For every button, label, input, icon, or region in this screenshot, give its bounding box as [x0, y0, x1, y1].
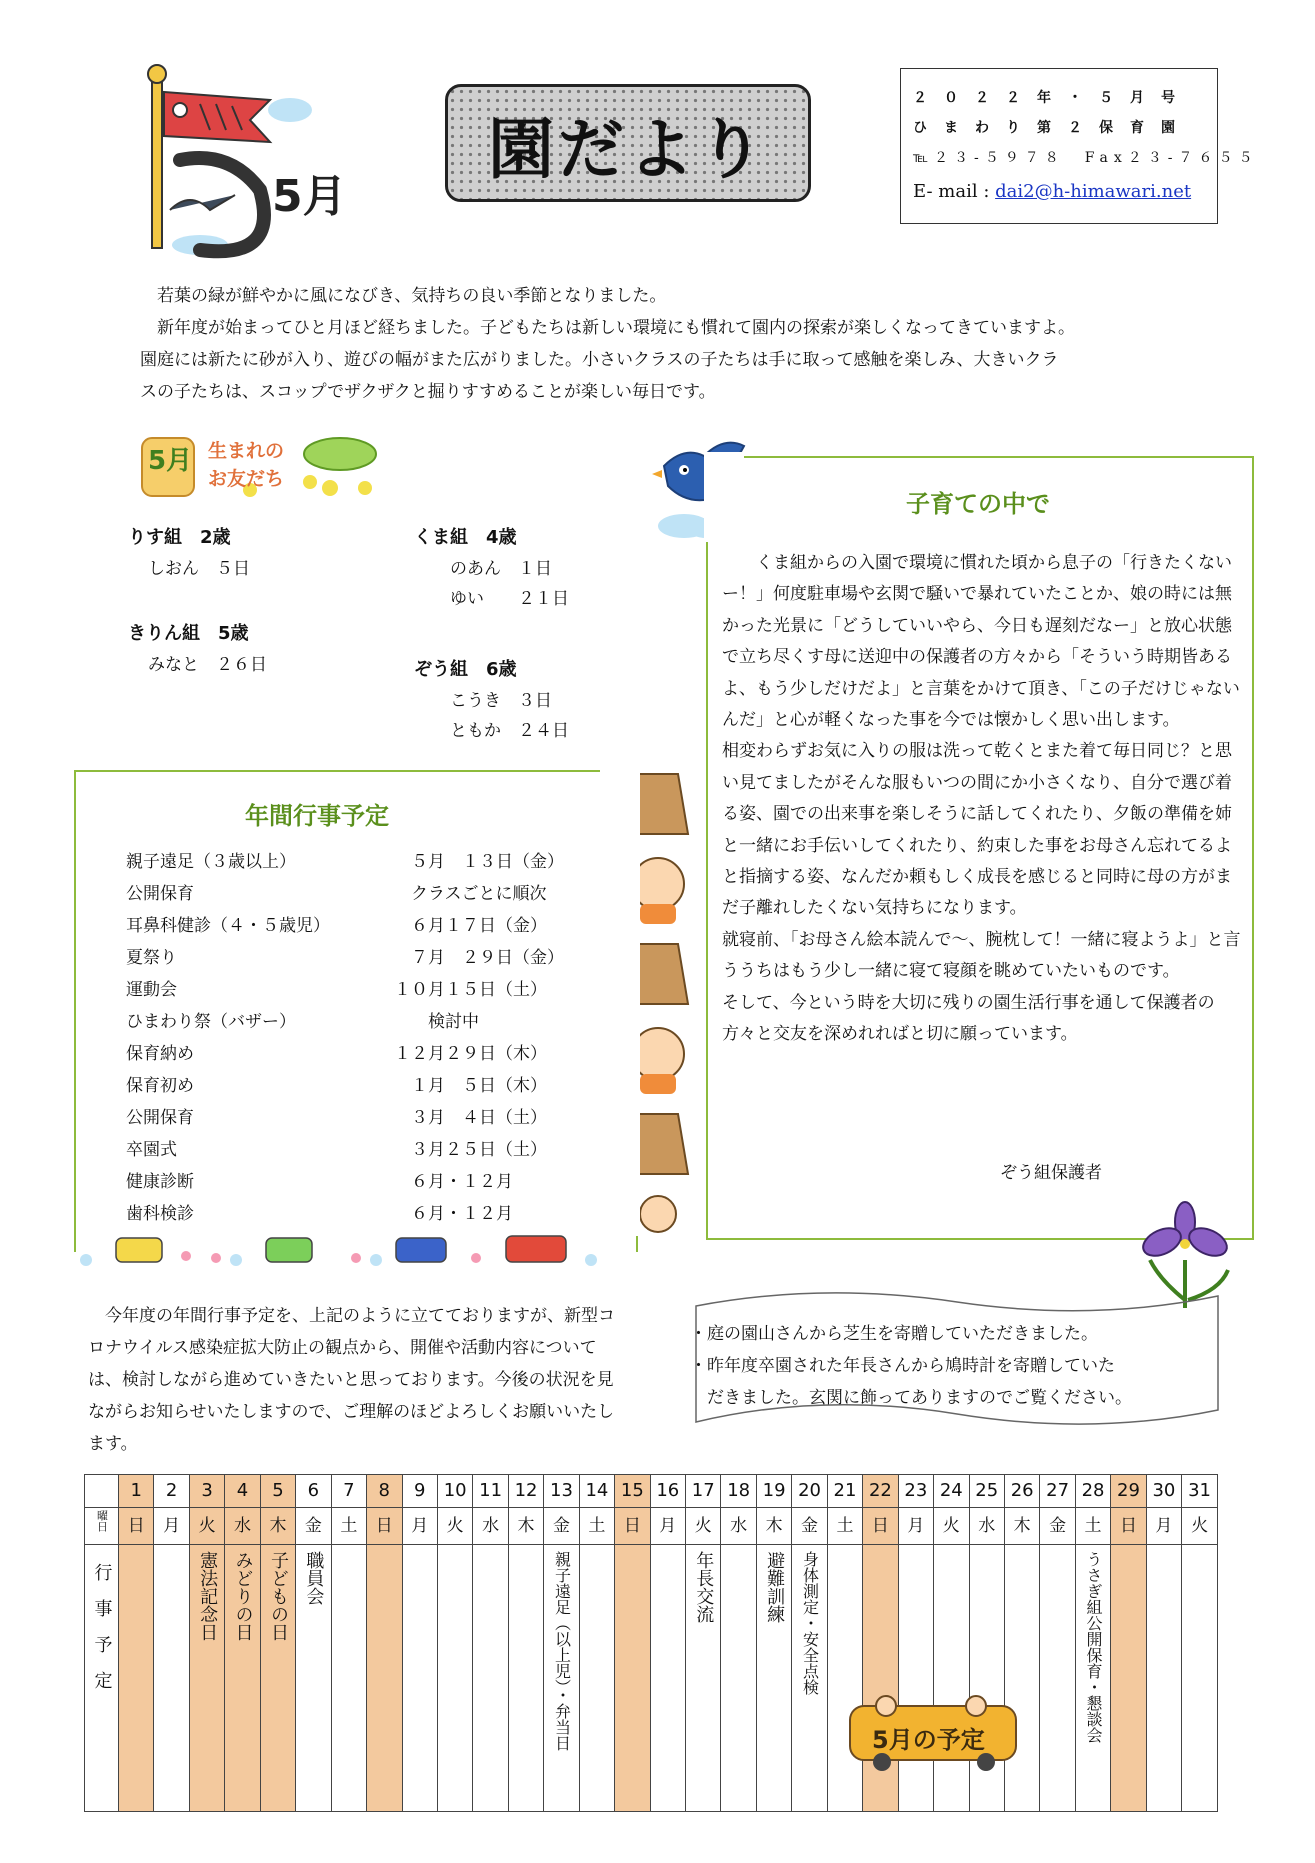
event-date: ６月１７日（金） [394, 916, 547, 936]
event-name: ひまわり祭（バザー） [126, 1012, 296, 1032]
calendar-event-text: 年長交流 [693, 1551, 715, 1623]
calendar-day-cell: 29 [1111, 1475, 1146, 1508]
calendar-weekday-cell: 日 [367, 1508, 402, 1545]
email-link[interactable]: dai2@h-himawari.net [995, 181, 1192, 202]
note-line: ます。 [88, 1434, 138, 1454]
calendar-day-cell: 27 [1040, 1475, 1075, 1508]
kosodate-signature: ぞう組保護者 [1000, 1163, 1102, 1183]
event-row [126, 1198, 513, 1230]
intro-line: 新年度が始まってひと月ほど経ちました。子どもたちは新しい環境にも慣れて園内の探索が楽しくなってきていますよ。 [140, 318, 1075, 338]
kosodate-body [722, 548, 1242, 1051]
calendar-event-text: 職員会 [303, 1551, 325, 1605]
donation-note [690, 1318, 1230, 1414]
birthday-banner-line2: お友だち [208, 468, 285, 490]
event-name: 運動会 [126, 980, 177, 1000]
calendar-event-label-cell [85, 1545, 119, 1812]
note-line: 今年度の年間行事予定を、上記のように立てておりますが、新型コ [88, 1306, 615, 1326]
birthday-item: ともか ２４日 [450, 721, 569, 741]
event-row [126, 942, 564, 974]
kosodate-paragraph: 就寝前、「お母さん絵本読んで～、腕枕して！一緒に寝ようよ」と言ううちはもう少し一緒に寝て寝顔を眺めていたいものです。 [722, 929, 1241, 982]
birthday-banner-line1: 生まれの [208, 440, 285, 462]
calendar-weekday-cell: 土 [579, 1508, 614, 1545]
calendar-day-cell: 1 [119, 1475, 154, 1508]
calendar-event-cell [119, 1545, 154, 1812]
calendar-weekday-cell: 日 [615, 1508, 650, 1545]
calendar-event-cell [331, 1545, 366, 1812]
event-name: 歯科検診 [126, 1204, 194, 1224]
calendar-event-cell [402, 1545, 437, 1812]
calendar-weekday-cell: 木 [260, 1508, 295, 1545]
calendar-day-row [85, 1475, 1218, 1508]
kosodate-paragraph: そして、今という時を大切に残りの園生活行事を通して保護者の方々と交友を深めれればと切に願っています。 [722, 992, 1215, 1045]
calendar-weekday-cell: 月 [898, 1508, 933, 1545]
calendar-event-text: みどりの日 [232, 1551, 254, 1641]
event-name: 保育納め [126, 1044, 194, 1064]
calendar-day-cell: 10 [437, 1475, 472, 1508]
birthday-item: しおん ５日 [148, 559, 250, 579]
event-name: 保育初め [126, 1076, 194, 1096]
calendar-day-cell: 31 [1182, 1475, 1218, 1508]
annual-events-frame-gap [600, 766, 640, 1236]
calendar-day-cell: 4 [225, 1475, 260, 1508]
event-row [126, 846, 564, 878]
calendar-weekday-cell: 木 [756, 1508, 791, 1545]
calendar-weekday-cell: 月 [650, 1508, 685, 1545]
note-line: だきました。玄関に飾ってありますのでご覧ください。 [690, 1388, 1132, 1408]
event-date: １０月１５日（土） [394, 980, 547, 1000]
calendar-day-cell: 6 [296, 1475, 331, 1508]
calendar-event-cell [473, 1545, 508, 1812]
calendar-day-cell: 8 [367, 1475, 402, 1508]
email-line [913, 177, 1207, 207]
calendar-day-cell: 3 [189, 1475, 224, 1508]
event-name: 健康診断 [126, 1172, 194, 1192]
calendar-weekday-cell: 日 [119, 1508, 154, 1545]
annual-events-title: 年間行事予定 [245, 802, 389, 830]
may-schedule-bus-label: 5月の予定 [872, 1726, 985, 1754]
event-date: ３月 ４日（土） [394, 1108, 547, 1128]
calendar-weekday-cell: 水 [721, 1508, 756, 1545]
calendar-dow-label-cell [85, 1508, 119, 1545]
calendar-day-cell: 13 [544, 1475, 579, 1508]
annual-events-note [88, 1300, 668, 1460]
birthday-item: ゆい ２１日 [450, 589, 569, 609]
note-line: ロナウイルス感染症拡大防止の観点から、開催や活動内容について [88, 1338, 597, 1358]
calendar-weekday-cell: 日 [863, 1508, 898, 1545]
calendar-day-cell: 5 [260, 1475, 295, 1508]
event-row [126, 974, 547, 1006]
note-line: ・庭の園山さんから芝生を寄贈していただきました。 [690, 1324, 1098, 1344]
calendar-event-cell [225, 1545, 260, 1812]
event-date: クラスごとに順次 [394, 884, 547, 904]
intro-line: 若葉の緑が鮮やかに風になびき、気持ちの良い季節となりました。 [140, 286, 667, 306]
event-date: ６月・１２月 [394, 1204, 513, 1224]
calendar-weekday-cell: 金 [296, 1508, 331, 1545]
calendar-weekday-cell: 火 [189, 1508, 224, 1545]
event-name: 卒園式 [126, 1140, 177, 1160]
calendar-weekday-cell: 月 [402, 1508, 437, 1545]
event-name: 耳鼻科健診（４・５歳児） [126, 916, 330, 936]
calendar-event-cell [756, 1545, 791, 1812]
birthday-group-head: りす組 2歳 [128, 527, 231, 548]
calendar-event-cell [154, 1545, 189, 1812]
intro-line: 園庭には新たに砂が入り、遊びの幅がまた広がりました。小さいクラスの子たちは手に取って感触を楽しみ、大きいクラ [140, 350, 1059, 370]
birthday-item: みなと ２６日 [148, 655, 267, 675]
calendar-day-cell: 23 [898, 1475, 933, 1508]
birthday-group-zou [414, 654, 569, 746]
calendar-weekday-cell: 火 [1182, 1508, 1218, 1545]
calendar-day-cell: 22 [863, 1475, 898, 1508]
calendar-dow-row [85, 1508, 1218, 1545]
event-date: １月 ５日（木） [394, 1076, 547, 1096]
calendar-event-cell [615, 1545, 650, 1812]
newsletter-title-box [445, 84, 811, 202]
event-name: 公開保育 [126, 884, 194, 904]
calendar-event-cell [544, 1545, 579, 1812]
calendar-day-cell: 14 [579, 1475, 614, 1508]
calendar-event-cell [189, 1545, 224, 1812]
calendar-weekday-cell: 日 [1111, 1508, 1146, 1545]
newsletter-title: 園だより [488, 110, 768, 188]
kosodate-title: 子育ての中で [906, 490, 1050, 518]
intro-text [140, 280, 1180, 408]
kosodate-paragraph: 相変わらずお気に入りの服は洗って乾くとまた着て毎日同じ？と思い見てましたがそんな服もいつの間にか小さくなり、自分で選び着る姿、園での出来事を楽しそうに話してくれたり、夕飯の準備を姉と一緒にお手伝いしてくれたり、約束した事をお母さん忘れてるよと指摘する姿、なんだか頼もしく成長を感じると同時に母の方がまだ子離れしたくない気持ちになります。 [722, 741, 1232, 919]
event-name: 夏祭り [126, 948, 177, 968]
calendar-weekday-cell: 土 [331, 1508, 366, 1545]
calendar-event-text: うさぎ組公開保育・懇談会 [1084, 1551, 1104, 1743]
calendar-day-cell: 18 [721, 1475, 756, 1508]
calendar-event-cell [1146, 1545, 1181, 1812]
calendar-event-cell [792, 1545, 827, 1812]
may-schedule-bus [846, 1694, 1020, 1772]
calendar-weekday-cell: 土 [1075, 1508, 1110, 1545]
event-date: ７月 ２９日（金） [394, 948, 564, 968]
event-date: ６月・１２月 [394, 1172, 513, 1192]
intro-line: スの子たちは、スコップでザクザクと掘りすすめることが楽しい毎日です。 [140, 382, 716, 402]
calendar-day-cell: 17 [686, 1475, 721, 1508]
calendar-day-cell: 12 [508, 1475, 543, 1508]
event-date: ５月 １３日（金） [394, 852, 564, 872]
calendar-weekday-cell: 火 [686, 1508, 721, 1545]
calendar-day-cell: 11 [473, 1475, 508, 1508]
calendar-day-cell: 9 [402, 1475, 437, 1508]
birthday-group-kuma [414, 522, 569, 614]
calendar-event-row [85, 1545, 1218, 1812]
calendar-event-text: 子どもの日 [267, 1551, 289, 1641]
calendar-day-cell: 28 [1075, 1475, 1110, 1508]
issue-date: ２０２２年・５月号 [913, 90, 1192, 106]
calendar-event-label: 行事予定 [91, 1563, 113, 1707]
event-row [126, 1134, 547, 1166]
note-line: ながらお知らせいたしますので、ご理解のほどよろしくお願いいたし [88, 1402, 615, 1422]
calendar-day-cell: 16 [650, 1475, 685, 1508]
calendar-event-cell [296, 1545, 331, 1812]
calendar-event-text: 身体測定・安全点検 [800, 1551, 820, 1695]
calendar-weekday-cell: 水 [969, 1508, 1004, 1545]
birthday-banner [140, 430, 380, 502]
calendar-day-cell: 25 [969, 1475, 1004, 1508]
calendar-event-cell [260, 1545, 295, 1812]
may-calendar [84, 1474, 1218, 1812]
calendar-weekday-cell: 水 [225, 1508, 260, 1545]
calendar-event-cell [437, 1545, 472, 1812]
event-row [126, 878, 547, 910]
calendar-day-cell: 15 [615, 1475, 650, 1508]
calendar-day-cell: 7 [331, 1475, 366, 1508]
birthday-group-head: きりん組 5歳 [128, 623, 249, 644]
event-row [126, 910, 547, 942]
birthday-group-head: ぞう組 6歳 [414, 659, 517, 680]
calendar-event-cell [650, 1545, 685, 1812]
note-line: は、検討しながら進めていきたいと思っております。今後の状況を見 [88, 1370, 614, 1390]
calendar-event-text: 親子遠足（以上児）・弁当日 [552, 1551, 572, 1751]
calendar-day-cell: 26 [1004, 1475, 1039, 1508]
birthday-item: のあん １日 [450, 559, 552, 579]
calendar-event-cell [1040, 1545, 1075, 1812]
bus-parade-illustration [76, 1230, 616, 1270]
birthday-group-head: くま組 4歳 [414, 527, 517, 548]
calendar-day-cell: 19 [756, 1475, 791, 1508]
calendar-weekday-cell: 火 [934, 1508, 969, 1545]
calendar-weekday-cell: 金 [544, 1508, 579, 1545]
event-row [126, 1070, 547, 1102]
event-row [126, 1166, 513, 1198]
event-name: 公開保育 [126, 1108, 194, 1128]
calendar-event-cell [1111, 1545, 1146, 1812]
event-row [126, 1006, 479, 1038]
calendar-event-text: 避難訓練 [764, 1551, 786, 1623]
month-logo-text: 5月 [272, 171, 347, 222]
calendar-day-cell: 24 [934, 1475, 969, 1508]
event-row [126, 1038, 547, 1070]
kosodate-paragraph: くま組からの入園で環境に慣れた頃から息子の「行きたくないー！」何度駐車場や玄関で騒いで暴れていたことか、娘の時には無かった光景に「どうしていいやら、今日も遅刻だなー」と放心状態で立ち尽くす母に送迎中の保護者の方々から「そういう時期皆あるよ、もう少しだけだよ」と言葉をかけて頂き、「この子だけじゃないんだ」と心が軽くなった事を今では懐かしく思い出します。 [722, 553, 1240, 731]
calendar-event-cell [1075, 1545, 1110, 1812]
calendar-weekday-cell: 土 [827, 1508, 862, 1545]
calendar-event-cell [686, 1545, 721, 1812]
event-date: 検討中 [394, 1012, 479, 1032]
calendar-event-cell [367, 1545, 402, 1812]
calendar-event-text: 憲法記念日 [197, 1551, 219, 1641]
calendar-day-cell: 30 [1146, 1475, 1181, 1508]
calendar-event-cell [508, 1545, 543, 1812]
calendar-weekday-cell: 月 [154, 1508, 189, 1545]
school-name: ひまわり第２保育園 [913, 120, 1192, 136]
calendar-weekday-cell: 水 [473, 1508, 508, 1545]
calendar-event-cell [721, 1545, 756, 1812]
birthday-group-risu [128, 522, 250, 584]
calendar-weekday-cell: 金 [792, 1508, 827, 1545]
birthday-item: こうき ３日 [450, 691, 552, 711]
school-info-box [900, 68, 1259, 224]
calendar-day-cell: 2 [154, 1475, 189, 1508]
birthday-group-kirin [128, 618, 267, 680]
note-line: ・昨年度卒園された年長さんから鳩時計を寄贈していた [690, 1356, 1115, 1376]
event-date: １２月２９日（木） [394, 1044, 547, 1064]
birthday-banner-month: 5月 [148, 446, 193, 476]
event-row [126, 1102, 547, 1134]
calendar-weekday-cell: 火 [437, 1508, 472, 1545]
calendar-weekday-cell: 木 [508, 1508, 543, 1545]
calendar-weekday-cell: 月 [1146, 1508, 1181, 1545]
calendar-day-cell: 20 [792, 1475, 827, 1508]
calendar-event-cell [1182, 1545, 1218, 1812]
calendar-weekday-cell: 金 [1040, 1508, 1075, 1545]
event-name: 親子遠足（３歳以上） [126, 852, 296, 872]
calendar-weekday-cell: 木 [1004, 1508, 1039, 1545]
tel-fax: ℡２３-５９７８ Fax２３-７６５５ [913, 150, 1259, 166]
calendar-corner [85, 1475, 119, 1508]
event-date: ３月２５日（土） [394, 1140, 547, 1160]
calendar-dow-label: 曜日 [95, 1510, 109, 1532]
calendar-event-cell [579, 1545, 614, 1812]
calendar-day-cell: 21 [827, 1475, 862, 1508]
email-label: E- mail : [913, 181, 996, 202]
